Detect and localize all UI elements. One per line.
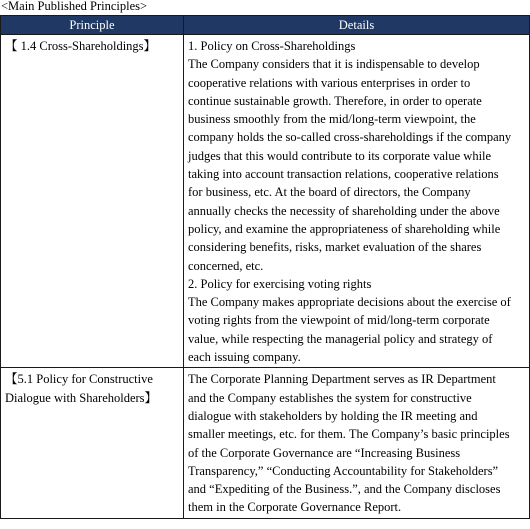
details-text-line: business smoothly from the mid/long-term viewpoint, the <box>188 112 476 127</box>
details-text-line: 1. Policy on Cross-Shareholdings <box>188 39 356 53</box>
details-text-line: taking into account transaction relations, cooperative relations <box>188 167 499 182</box>
details-column-header: Details <box>184 16 530 35</box>
details-text-line: The Company considers that it is indispensable to develop <box>188 57 480 72</box>
table-body <box>1 35 530 519</box>
details-text-line: company holds the so-called cross-shareholdings if the company <box>188 130 512 145</box>
details-text-line: policy, and examine the appropriateness of shareholding while <box>188 221 501 236</box>
details-cell <box>184 35 530 368</box>
details-text-line: value, while respecting the managerial policy and strategy of <box>188 331 493 346</box>
principle-text-line: 【 1.4 Cross-Shareholdings】 <box>5 39 157 53</box>
details-text-line: 2. Policy for exercising voting rights <box>188 276 372 291</box>
details-text-line: them in the Corporate Governance Report. <box>188 500 402 515</box>
table-caption: <Main Published Principles> <box>1 0 148 13</box>
details-text-line: Transparency,” “Conducting Accountability for Stakeholders” <box>188 463 499 478</box>
details-text-line: for business, etc. At the board of directors, the Company <box>188 185 471 200</box>
details-text-line: each issuing company. <box>188 350 301 365</box>
details-text-line: and the Company establishes the system for constructive <box>188 390 472 405</box>
details-text-line: considering benefits, risks, market evaluation of the shares <box>188 240 482 255</box>
table-row <box>1 368 530 518</box>
details-text-line: dialogue with stakeholders by holding the IR meeting and <box>188 408 478 423</box>
details-text-line: and “Expediting of the Business.”, and the Company discloses <box>188 482 501 497</box>
details-text-line: The Corporate Planning Department serves as IR Department <box>188 372 496 387</box>
details-text-line: The Company makes appropriate decisions about the exercise of <box>188 295 511 310</box>
details-text-line: continue sustainable growth. Therefore, in order to operate <box>188 93 482 108</box>
table-row <box>1 35 530 368</box>
header-row <box>1 16 530 35</box>
principles-table <box>0 15 530 519</box>
principle-text-line: Dialogue with Shareholders】 <box>5 390 158 405</box>
details-cell <box>184 368 530 518</box>
details-text-line: annually checks the necessity of shareholding under the above <box>188 203 500 218</box>
details-text-line: cooperative relations with various enterprises in order to <box>188 75 471 90</box>
details-text-line: voting rights from the viewpoint of mid/long-term corporate <box>188 313 490 328</box>
details-text-line: of the Corporate Governance are “Increasing Business <box>188 445 461 460</box>
details-text-line: smaller meetings, etc. for them. The Company’s basic principles <box>188 427 510 442</box>
principle-column-header: Principle <box>1 16 184 35</box>
details-text-line: judges that this would contribute to its corporate value while <box>188 148 492 163</box>
principle-cell <box>1 368 184 518</box>
details-text-line: concerned, etc. <box>188 258 264 273</box>
principle-cell <box>1 35 184 368</box>
principle-text-line: 【5.1 Policy for Constructive <box>5 372 153 387</box>
